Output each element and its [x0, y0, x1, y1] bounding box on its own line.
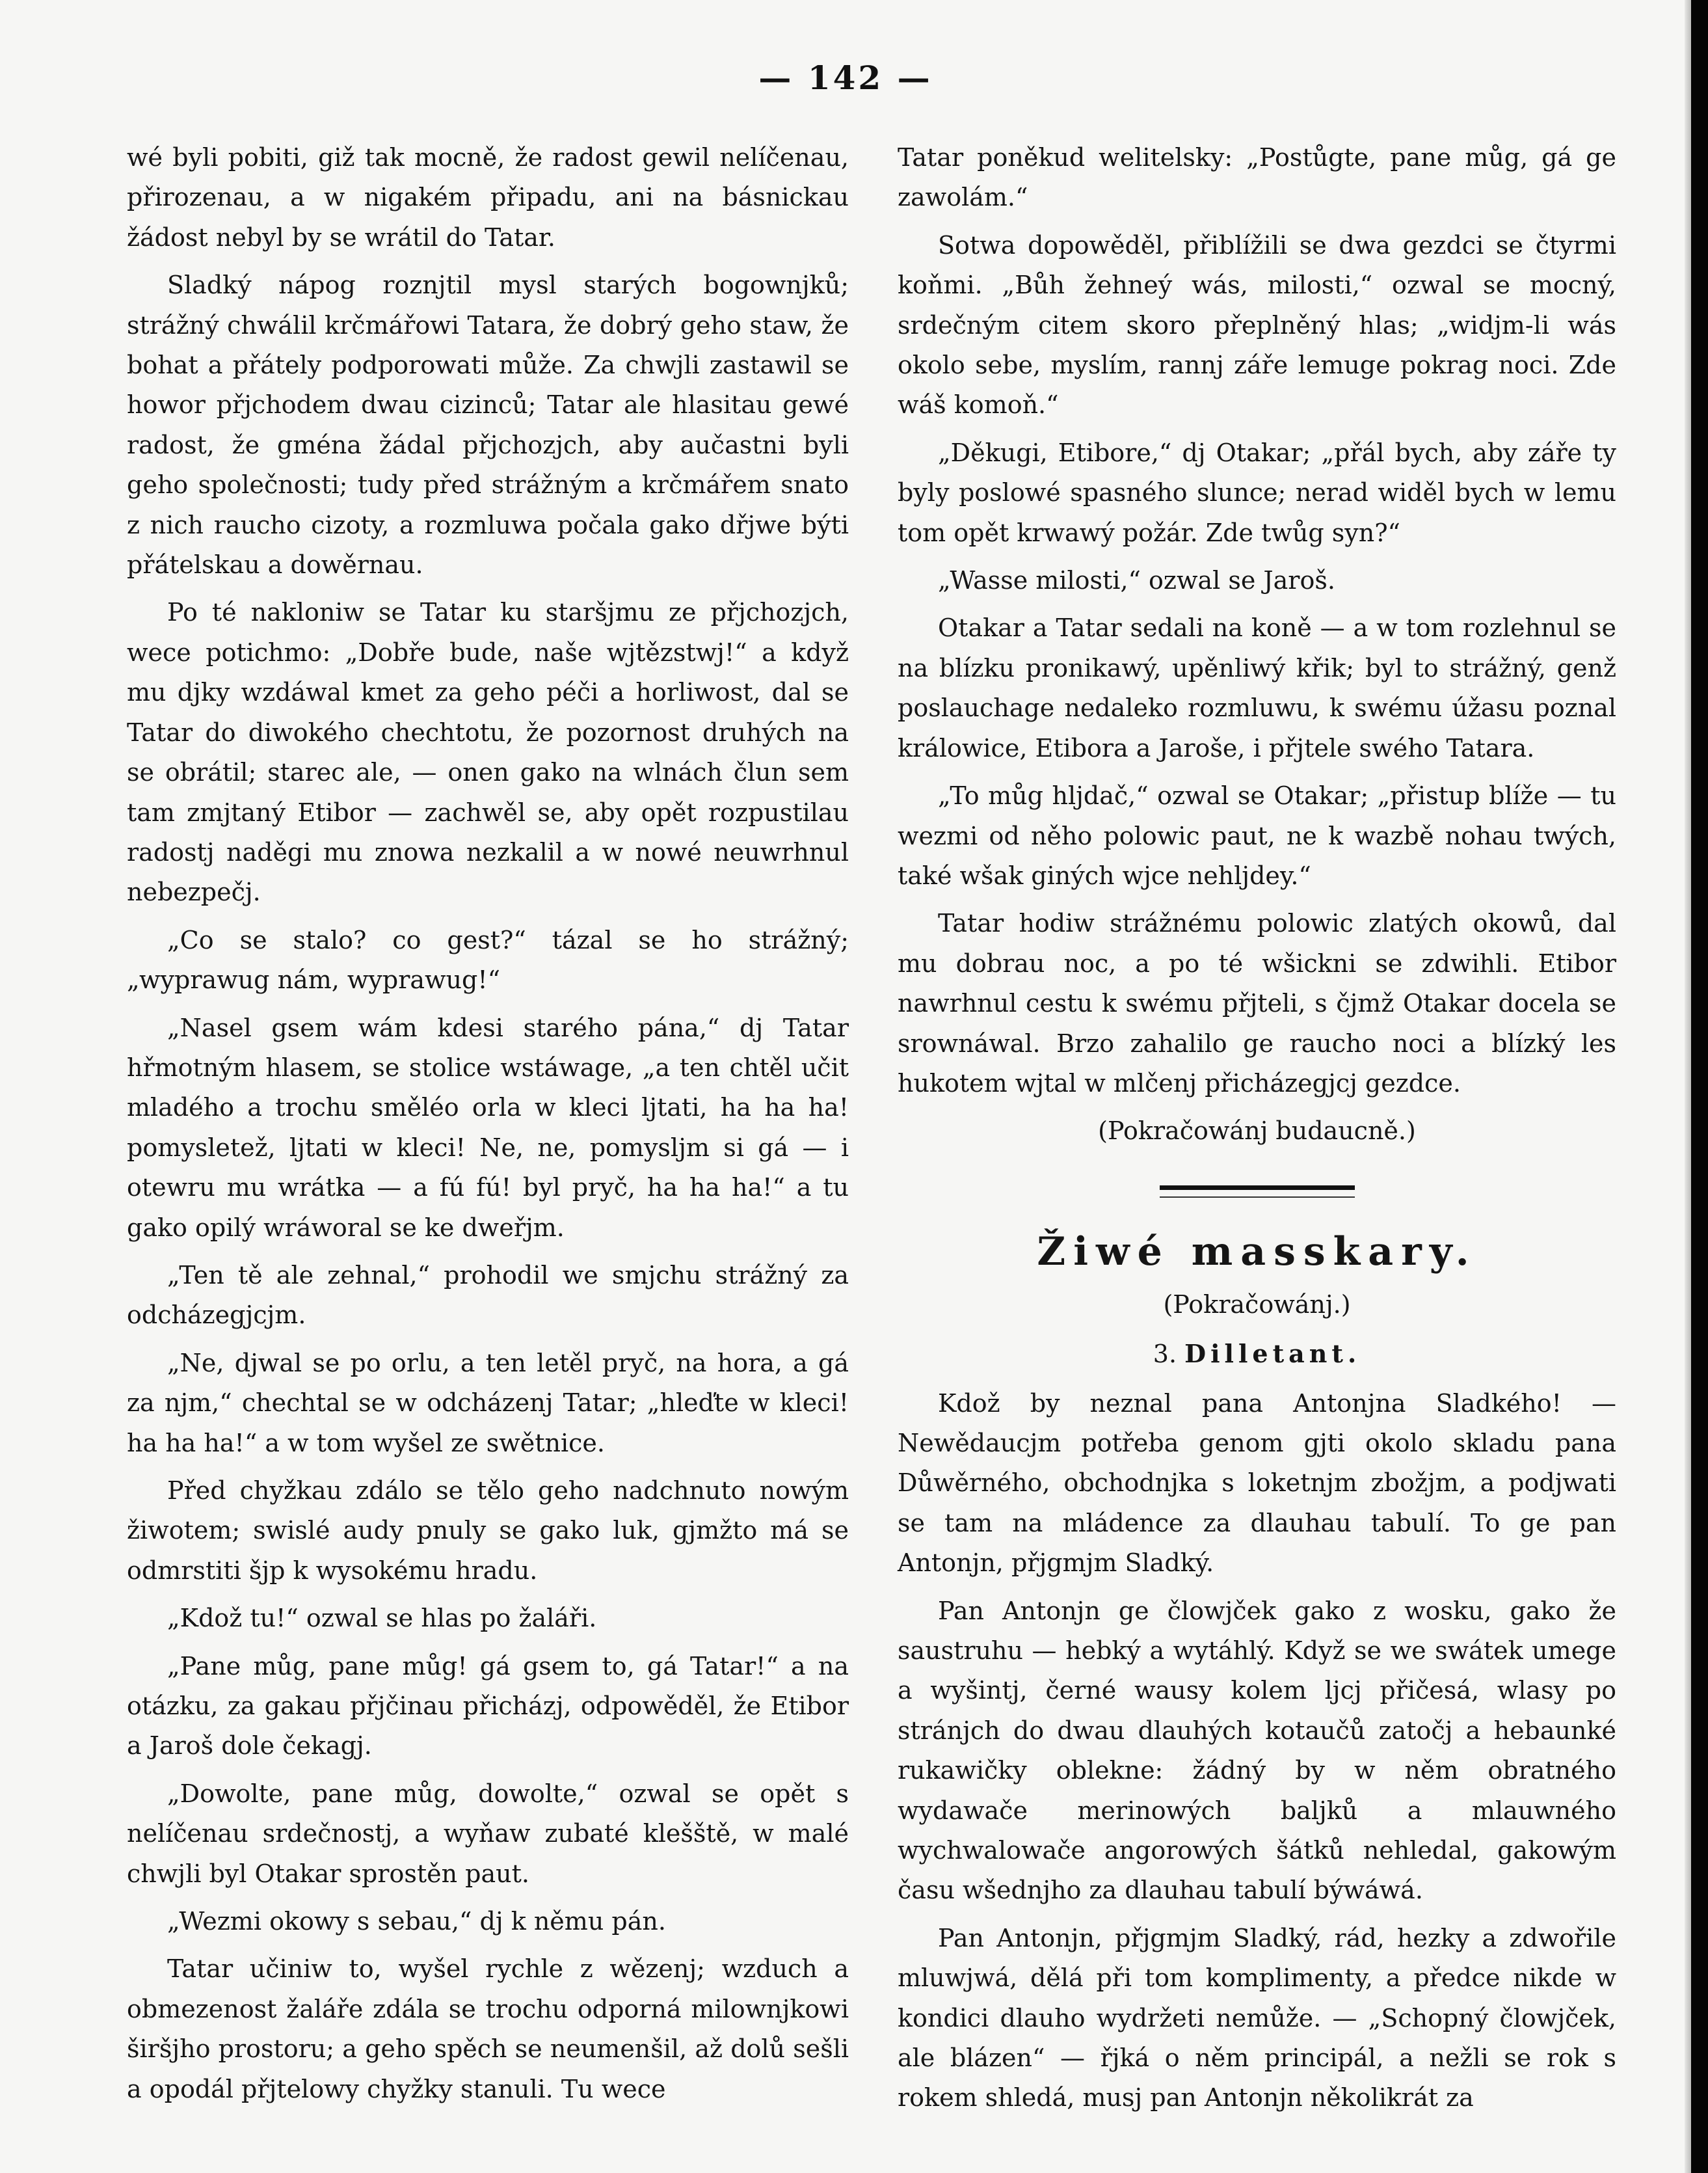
right-paragraph-6: „To můg hljdač,“ ozwal se Otakar; „přistup blíže — tu wezmi od něho polowic paut, ne k wazbě nohau twých, také wšak giných wjce nehljdey.“: [898, 781, 1616, 890]
left-column: [127, 138, 849, 2117]
right-paragraph-7: Tatar hodiw strážnému polowic zlatých okowů, dal mu dobrau noc, a po té wšickni se zdwihli. Etibor nawrhnul cestu k swému přjteli, s čjmž Otakar docela se srownáwal. Brzo zahalilo ge raucho noci a blízký les hukotem wjtal w mlčenj přicházegjcj gezdce.: [898, 909, 1616, 1098]
right-paragraph-4: „Wasse milosti,“ ozwal se Jaroš.: [938, 566, 1335, 595]
left-paragraph-2: Sladký nápog roznjtil mysl starých bogownjků; strážný chwálil krčmářowi Tatara, že dobrý geho staw, že bohat a přátely podporowati může. Za chwjli zastawil se howor přjchodem dwau cizinců; Tatar ale hlasitau gewé radost, že gména žádal přjchozjch, aby aučastni byli geho společnosti; tudy před strážným a krčmářem snato z nich raucho cizoty, a rozmluwa počala gako dřjwe býti přátelskau a dowěrnau.: [127, 271, 849, 580]
right-paragraph-3: „Děkugi, Etibore,“ dj Otakar; „přál bych, aby záře ty byly poslowé spasného slunce; nerad widěl bych w lemu tom opět krwawý požár. Zde twůg syn?“: [898, 438, 1616, 547]
right-column: [898, 138, 1616, 2126]
article-paragraph-2: Pan Antonjn ge člowjček gako z wosku, gako že saustruhu — hebký a wytáhlý. Když se we swátek umege a wyšintj, černé wausy kolem ljcj přičesá, wlasy po stránjch do dwau dlauhých kotaučů zatočj a hebaunké rukawičky oblekne: žádný by w něm obratného wydawače merinowých baljků a mlauwného wychwalowače angorowých šátků nehledal, gakowým času wšednjho za dlauhau tabulí býwáwá.: [898, 1596, 1616, 1905]
section-number: 3.: [1153, 1340, 1177, 1369]
left-paragraph-13: Tatar učiniw to, wyšel rychle z wězenj; wzduch a obmezenost žaláře zdála se trochu odporná milownjkowi širšjho prostoru; a geho spěch se neumenšil, až dolů sešli a opodál přjtelowy chyžky stanuli. Tu wece: [127, 1954, 849, 2103]
right-paragraph-5: Otakar a Tatar sedali na koně — a w tom rozlehnul se na blízku pronikawý, upěnliwý křik; byl to strážný, genž poslauchage nedaleko rozmluwu, k swému úžasu poznal králowice, Etibora a Jaroše, i přjtele swého Tatara.: [898, 614, 1616, 763]
article-subtitle: (Pokračowánj.): [1163, 1289, 1351, 1319]
continuation-note: (Pokračowánj budaucně.): [1098, 1116, 1416, 1146]
left-paragraph-10: „Pane můg, pane můg! gá gsem to, gá Tatar!“ a na otázku, za gakau přjčinau přicházj, odpowěděl, že Etibor a Jaroš dole čekagj.: [127, 1651, 849, 1761]
left-paragraph-1: wé byli pobiti, giž tak mocně, že radost gewil nelíčenau, přirozenau, a w nigakém připadu, ani na básnickau žádost nebyl by se wrátil do Tatar.: [127, 143, 849, 252]
section-title: Dilletant.: [1184, 1339, 1361, 1369]
page-number: — 142 —: [758, 59, 933, 97]
right-paragraph-1: Tatar poněkud welitelsky: „Postůgte, pane můg, gá ge zawolám.“: [898, 143, 1616, 212]
article-title: Žiwé masskary.: [1037, 1228, 1477, 1275]
left-paragraph-8: Před chyžkau zdálo se tělo geho nadchnuto nowým žiwotem; swislé audy pnuly se gako luk, gjmžto má se odmrstiti šjp k wysokému hradu.: [127, 1476, 849, 1585]
left-paragraph-6: „Ten tě ale zehnal,“ prohodil we smjchu strážný za odcházegjcjm.: [127, 1260, 849, 1330]
left-paragraph-7: „Ne, djwal se po orlu, a ten letěl pryč, na hora, a gá za njm,“ chechtal se w odcházenj Tatar; „hleďte w kleci! ha ha ha!“ a w tom wyšel ze swětnice.: [127, 1348, 849, 1457]
page-edge: [1685, 0, 1691, 2173]
section-divider-thin: [1160, 1196, 1355, 1198]
left-paragraph-9: „Kdož tu!“ ozwal se hlas po žaláři.: [167, 1604, 597, 1633]
section-heading: [898, 1334, 1616, 1374]
scan-border: [1691, 0, 1708, 2173]
article-paragraph-1: Kdož by neznal pana Antonjna Sladkého! — Newědaucjm potřeba genom gjti okolo skladu pana Důwěrného, obchodnjka s loketnjm zbožjm, a podjwati se tam na mládence za dlauhau tabulí. To ge pan Antonjn, přjgmjm Sladký.: [898, 1388, 1616, 1578]
right-paragraph-2: Sotwa dopowěděl, přiblížili se dwa gezdci se čtyrmi koňmi. „Bůh žehneý wás, milosti,“ ozwal se mocný, srdečným citem skoro přeplněný hlas; „widjm-li wás okolo sebe, myslím, rannj záře lemuge pokrag noci. Zde wáš komoň.“: [898, 230, 1616, 420]
article-paragraph-3: Pan Antonjn, přjgmjm Sladký, rád, hezky a zdwořile mluwjwá, dělá při tom komplimenty, a předce nikde w kondici dlauho wydržeti nemůže. — „Schopný člowjček, ale blázen“ — řjká o něm principál, a nežli se rok s rokem shledá, musj pan Antonjn několikrát za: [898, 1923, 1616, 2112]
section-divider: [1160, 1185, 1355, 1190]
left-paragraph-11: „Dowolte, pane můg, dowolte,“ ozwal se opět s nelíčenau srdečnostj, a wyňaw zubaté klešště, w malé chwjli byl Otakar sprostěn paut.: [127, 1779, 849, 1888]
left-paragraph-3: Po té nakloniw se Tatar ku staršjmu ze přjchozjch, wece potichmo: „Dobře bude, naše wjtězstwj!“ a když mu djky wzdáwal kmet za geho péči a horliwost, dal se Tatar do diwokého chechtotu, že pozornost druhých na se obrátil; starec ale, — onen gako na wlnách člun sem tam zmjtaný Etibor — zachwěl se, aby opět rozpustilau radostj naděgi mu znowa nezkalil a w nowé neuwrhnul nebezpečj.: [127, 598, 849, 907]
left-paragraph-12: „Wezmi okowy s sebau,“ dj k němu pán.: [167, 1907, 666, 1936]
left-paragraph-5: „Nasel gsem wám kdesi starého pána,“ dj Tatar hřmotným hlasem, se stolice wstáwage, „a ten chtěl učit mladého a trochu směléo orla w kleci ljtati, ha ha ha! pomysletež, ljtati w kleci! Ne, ne, pomysljm si gá — i otewru mu wrátka — a fú fú! byl pryč, ha ha ha!“ a tu gako opilý wráworal se ke dweřjm.: [127, 1013, 849, 1242]
left-paragraph-4: „Co se stalo? co gest?“ tázal se ho strážný; „wyprawug nám, wyprawug!“: [127, 925, 849, 995]
